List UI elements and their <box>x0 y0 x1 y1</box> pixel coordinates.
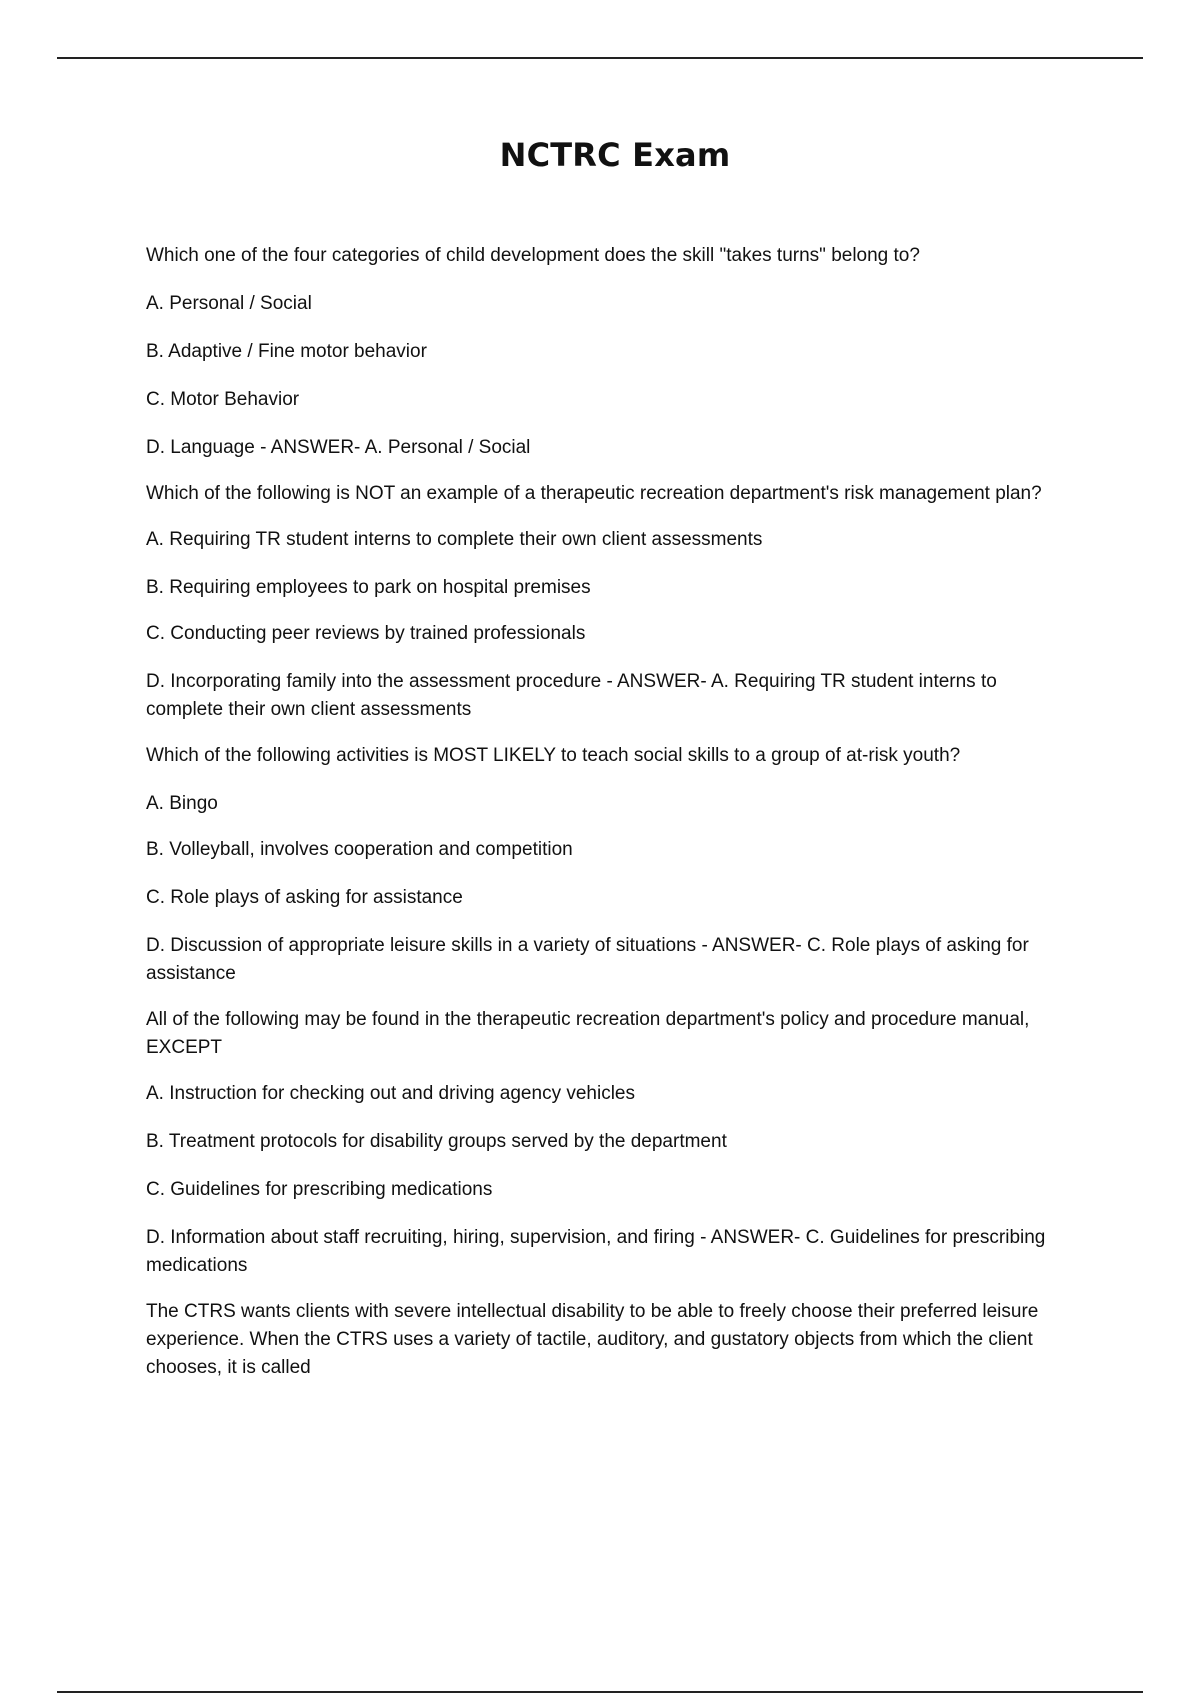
top-divider <box>57 57 1143 59</box>
question-text: All of the following may be found in the therapeutic recreation department's policy and procedure manual, EXCEPT <box>146 1009 1030 1058</box>
bottom-divider <box>57 1691 1143 1693</box>
answer-option: B. Adaptive / Fine motor behavior <box>146 341 427 362</box>
answer-option: C. Role plays of asking for assistance <box>146 887 463 908</box>
answer-option-with-answer: D. Discussion of appropriate leisure skills in a variety of situations - ANSWER- C. Role plays of asking for assistance <box>146 935 1029 984</box>
answer-option: A. Instruction for checking out and driving agency vehicles <box>146 1083 635 1104</box>
question-block <box>146 1006 1076 1280</box>
question-block <box>146 242 1076 462</box>
answer-option: A. Personal / Social <box>146 293 312 314</box>
question-block <box>146 480 1076 724</box>
question-text: Which one of the four categories of child development does the skill "takes turns" belong to? <box>146 245 920 266</box>
question-block <box>146 742 1076 988</box>
answer-option-with-answer: D. Information about staff recruiting, hiring, supervision, and firing - ANSWER- C. Guidelines for prescribing medications <box>146 1227 1046 1276</box>
answer-option: C. Motor Behavior <box>146 389 300 410</box>
answer-option: C. Guidelines for prescribing medications <box>146 1179 493 1200</box>
answer-option: B. Requiring employees to park on hospital premises <box>146 577 591 598</box>
answer-option: B. Treatment protocols for disability groups served by the department <box>146 1131 727 1152</box>
answer-option: B. Volleyball, involves cooperation and competition <box>146 839 573 860</box>
answer-option-with-answer: D. Incorporating family into the assessment procedure - ANSWER- A. Requiring TR student interns to complete their own client assessments <box>146 671 997 720</box>
question-list <box>146 242 1076 1402</box>
question-text: Which of the following activities is MOST LIKELY to teach social skills to a group of at-risk youth? <box>146 745 961 766</box>
page-title: NCTRC Exam <box>499 136 731 174</box>
answer-option: C. Conducting peer reviews by trained professionals <box>146 623 586 644</box>
answer-option: A. Requiring TR student interns to complete their own client assessments <box>146 529 763 550</box>
answer-option-with-answer: D. Language - ANSWER- A. Personal / Social <box>146 437 531 458</box>
answer-option: A. Bingo <box>146 793 218 814</box>
question-text: The CTRS wants clients with severe intellectual disability to be able to freely choose their preferred leisure experience. When the CTRS uses a variety of tactile, auditory, and gustatory objects from which the client chooses, it is called <box>146 1301 1039 1378</box>
question-text: Which of the following is NOT an example of a therapeutic recreation department's risk management plan? <box>146 483 1042 504</box>
question-block <box>146 1298 1076 1382</box>
